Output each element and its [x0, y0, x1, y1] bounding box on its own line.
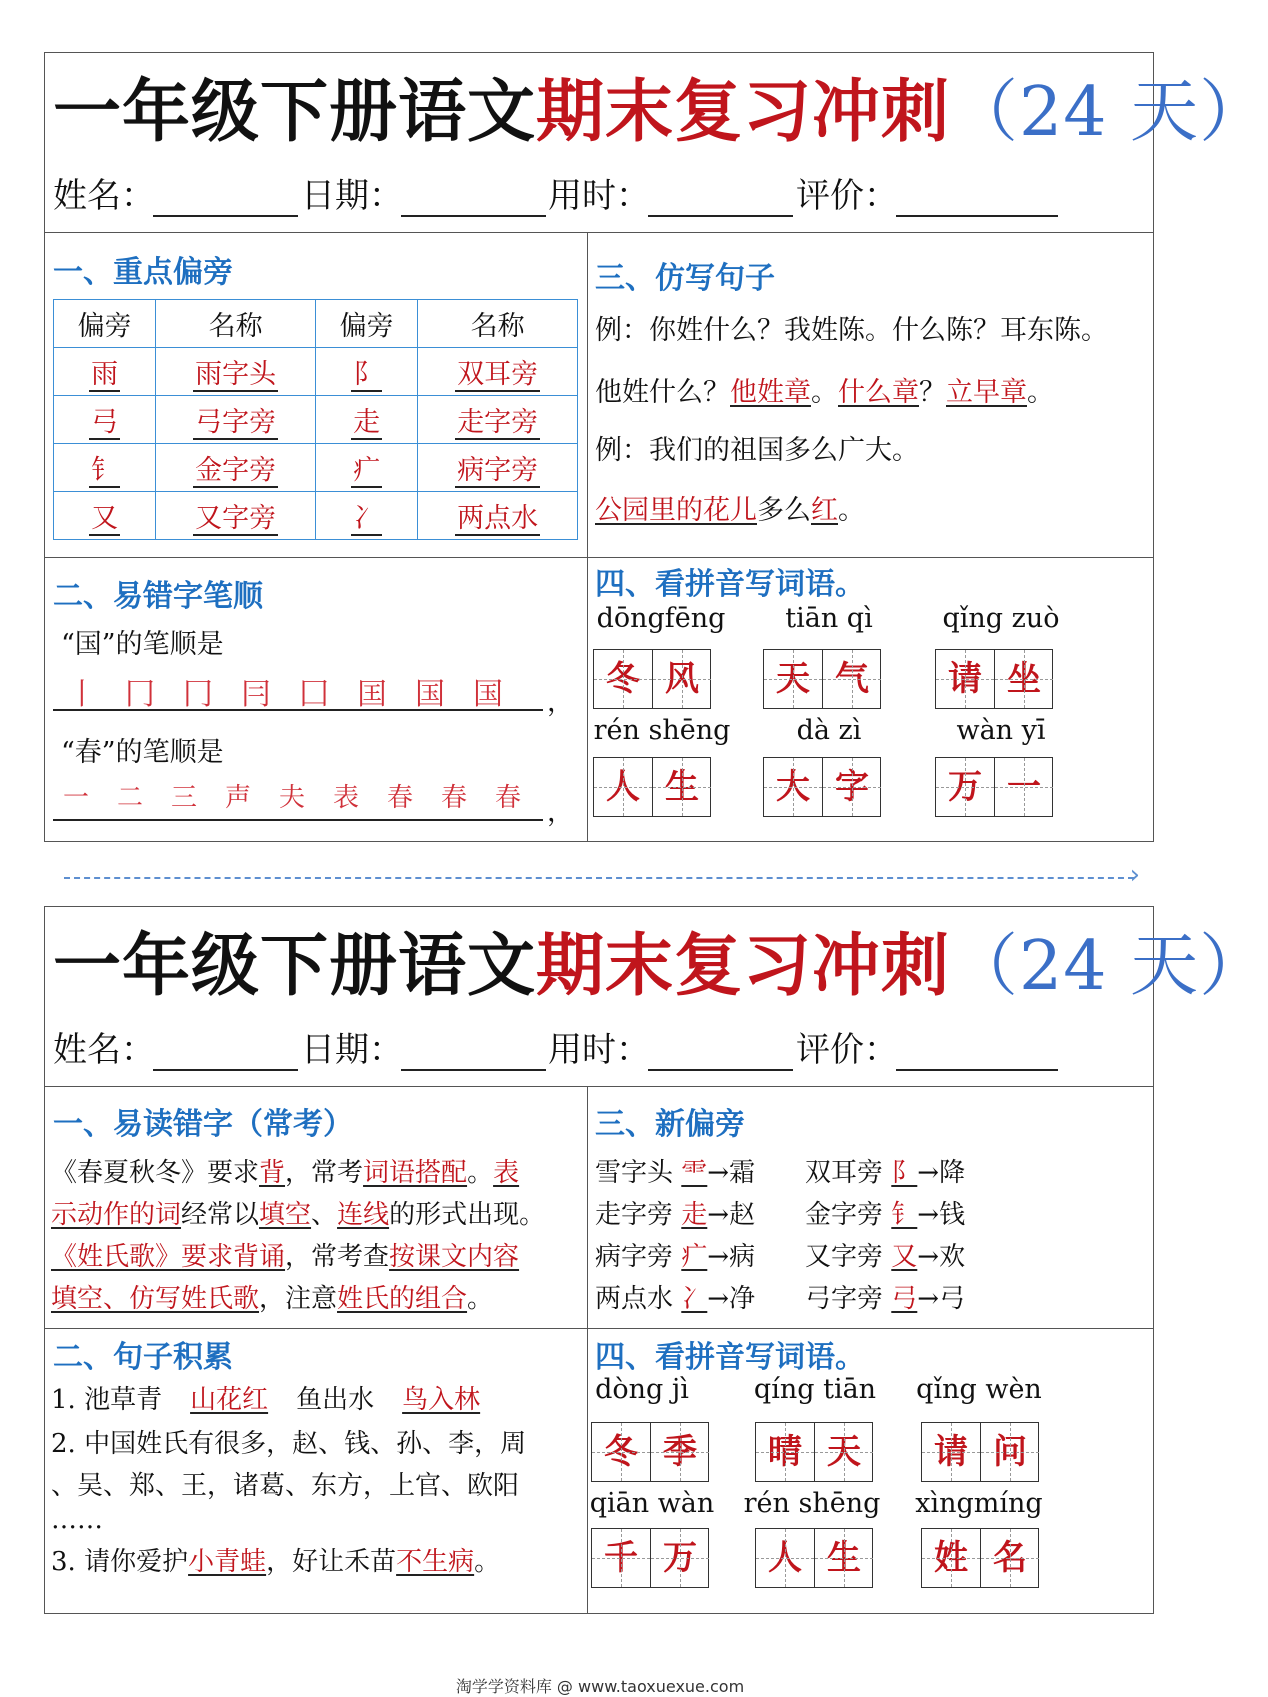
stroke-sequence-guo [53, 669, 517, 713]
para-text: 的形式出现。 [389, 1200, 546, 1230]
stroke-step: 冃 [241, 677, 271, 712]
radical-entry: 走字旁 走→赵 [595, 1200, 756, 1230]
table-row [54, 348, 578, 396]
stroke-step: 国 [415, 677, 445, 712]
sentence-text: 他姓什么？ [595, 377, 730, 408]
acc-highlight: 鸟入林 [402, 1385, 481, 1415]
word-char: 请 [936, 650, 994, 708]
radical-cell: 又 [91, 503, 119, 534]
stroke-answer-line [53, 709, 543, 711]
time-label: 用时： [548, 176, 650, 216]
footer-watermark: 淘学学资料库 @ www.taoxuexue.com [455, 1677, 745, 1696]
eval-field[interactable] [896, 1069, 1058, 1071]
pinyin-label: qíng tiān [753, 1374, 877, 1405]
para-highlight: 表 [493, 1158, 520, 1188]
radical-cell: 冫 [353, 503, 381, 534]
eval-field[interactable] [896, 215, 1058, 217]
word-grid [593, 649, 711, 709]
answer-fill: 红 [811, 495, 838, 526]
acc-highlight: 不生病 [396, 1547, 475, 1577]
word-char: 请 [922, 1423, 980, 1481]
word-grid [591, 1528, 709, 1588]
word-char: 风 [652, 650, 711, 708]
pinyin-label: qiān wàn [589, 1488, 715, 1519]
para-text: 、 [311, 1200, 338, 1230]
pinyin-label: qǐng zuò [942, 603, 1060, 634]
acc-text: 。 [474, 1547, 501, 1577]
word-char: 晴 [756, 1423, 814, 1481]
radical-name-cell: 金字旁 [195, 455, 277, 486]
paragraph-line [51, 1195, 545, 1235]
name-label: 姓名： [53, 176, 155, 216]
para-highlight: 填空、仿写姓氏歌 [51, 1284, 260, 1314]
stroke-step: 春 [386, 783, 413, 813]
word-char: 生 [814, 1529, 873, 1587]
para-text: 经常以 [181, 1200, 260, 1230]
table-row [54, 492, 578, 540]
info-line [53, 1025, 1143, 1077]
stroke-step: 冂 [183, 677, 213, 712]
stroke-label-guo: “国”的笔顺是 [61, 629, 224, 660]
para-highlight: 《姓氏歌》 [51, 1242, 182, 1272]
para-highlight: 示动作的词 [51, 1200, 182, 1230]
radical-name-cell: 病字旁 [457, 455, 539, 486]
word-char: 一 [994, 758, 1053, 816]
title-black: 一年级下册语文 [53, 926, 537, 1006]
title-blue: （24 天） [950, 73, 1268, 152]
word-grid [935, 649, 1053, 709]
section-new-radicals [587, 1087, 1153, 1328]
accumulation-ellipsis: …… [51, 1505, 103, 1535]
para-highlight: 背 [259, 1158, 286, 1188]
paragraph-line [51, 1153, 519, 1193]
stroke-step: 声 [224, 783, 251, 813]
section-title: 一、重点偏旁 [53, 255, 233, 290]
word-char: 季 [650, 1423, 709, 1481]
radical-name-cell: 双耳旁 [457, 359, 539, 390]
word-char: 千 [592, 1529, 650, 1587]
radical-entry: 金字旁 钅→钱 [805, 1200, 966, 1230]
info-line [53, 171, 1143, 223]
radical-entry: 病字旁 疒→病 [595, 1242, 756, 1272]
table-header-row [54, 300, 578, 348]
sentence-text: 。 [838, 495, 865, 526]
name-field[interactable] [153, 215, 298, 217]
comma: ， [547, 687, 574, 718]
page-title [53, 921, 1268, 1012]
name-field[interactable] [153, 1069, 298, 1071]
eval-label: 评价： [796, 176, 898, 216]
date-field[interactable] [401, 1069, 546, 1071]
stroke-step: 囗 [299, 677, 329, 712]
pinyin-label: dòng jì [595, 1374, 689, 1405]
pinyin-label: xìngmíng [915, 1488, 1043, 1519]
comma: ， [547, 797, 574, 828]
stroke-step: 冂 [125, 677, 155, 712]
paragraph-line [51, 1279, 493, 1319]
word-char: 坐 [994, 650, 1053, 708]
radical-entry: 弓字旁 弓→弓 [805, 1284, 966, 1314]
pinyin-label: rén shēng [743, 1488, 881, 1519]
para-highlight: 要求背诵 [181, 1242, 286, 1272]
acc-text: 1. 池草青 [51, 1385, 163, 1415]
radical-name-cell: 走字旁 [457, 407, 539, 438]
para-text: 《春夏秋冬》要求 [51, 1158, 260, 1188]
word-grid [763, 649, 881, 709]
table-header: 名称 [156, 300, 316, 348]
section-misread-chars [45, 1087, 587, 1328]
sentence-text: ？ [919, 377, 946, 408]
accumulation-line-2: 2. 中国姓氏有很多，赵、钱、孙、李，周 [51, 1429, 527, 1459]
word-char: 万 [936, 758, 994, 816]
radical-entry: 雪字头 ⻗→霜 [595, 1158, 756, 1188]
pinyin-label: dà zì [796, 715, 862, 746]
page-title [53, 67, 1268, 158]
word-grid [935, 757, 1053, 817]
section-title: 三、新偏旁 [595, 1107, 745, 1142]
word-char: 气 [822, 650, 881, 708]
sentence-text: 。 [1027, 377, 1054, 408]
stroke-step: 春 [494, 783, 521, 813]
eval-label: 评价： [796, 1030, 898, 1070]
stroke-step: 三 [170, 783, 197, 813]
time-field[interactable] [648, 1069, 793, 1071]
word-char: 字 [822, 758, 881, 816]
word-char: 大 [764, 758, 822, 816]
acc-highlight: 小青蛙 [188, 1547, 267, 1577]
title-red: 期末复习冲刺 [536, 72, 951, 152]
section-title: 一、易读错字（常考） [53, 1107, 353, 1142]
stroke-step: 丨 [67, 677, 97, 712]
section-title: 二、句子积累 [53, 1340, 233, 1375]
stroke-sequence-chun [49, 777, 535, 814]
table-row [54, 444, 578, 492]
title-red: 期末复习冲刺 [536, 926, 951, 1006]
worksheet-1 [44, 52, 1268, 842]
section-title: 四、看拼音写词语。 [595, 567, 865, 602]
time-field[interactable] [648, 215, 793, 217]
pinyin-label: tiān qì [785, 603, 873, 634]
para-text: ，常考查 [285, 1242, 390, 1272]
para-highlight: 按课文内容 [389, 1242, 520, 1272]
para-text: ，注意 [259, 1284, 338, 1314]
word-char: 冬 [594, 650, 652, 708]
acc-text: 鱼出水 [296, 1385, 375, 1415]
word-grid [921, 1528, 1039, 1588]
word-char: 人 [594, 758, 652, 816]
answer-fill: 公园里的花儿 [595, 495, 757, 526]
para-text: ，常考 [285, 1158, 364, 1188]
section-pinyin-words [587, 557, 1153, 843]
example-sentence-1: 例：你姓什么？我姓陈。什么陈？耳东陈。 [595, 315, 1108, 346]
header [45, 907, 1268, 1087]
header [45, 53, 1268, 233]
table-header: 偏旁 [315, 300, 417, 348]
name-label: 姓名： [53, 1030, 155, 1070]
stroke-step: 表 [332, 783, 359, 813]
word-char: 名 [980, 1529, 1039, 1587]
section-title: 四、看拼音写词语。 [595, 1340, 865, 1375]
time-label: 用时： [548, 1030, 650, 1070]
pinyin-label: rén shēng [593, 715, 731, 746]
paragraph-line [51, 1237, 519, 1277]
section-imitate-sentences [587, 233, 1153, 557]
stroke-step: 国 [473, 677, 503, 712]
date-label: 日期： [301, 1030, 403, 1070]
word-char: 天 [814, 1423, 873, 1481]
section-title: 二、易错字笔顺 [53, 579, 263, 614]
radical-name-cell: 又字旁 [195, 503, 277, 534]
word-char: 生 [652, 758, 711, 816]
table-header: 偏旁 [54, 300, 156, 348]
word-char: 问 [980, 1423, 1039, 1481]
word-grid [755, 1528, 873, 1588]
accumulation-line-3 [51, 1542, 500, 1582]
radical-entry: 两点水 冫→净 [595, 1284, 756, 1314]
radical-cell: 走 [353, 407, 381, 438]
radical-name-cell: 两点水 [457, 503, 539, 534]
word-char: 姓 [922, 1529, 980, 1587]
acc-highlight: 山花红 [190, 1385, 269, 1415]
radical-entry: 双耳旁 阝→降 [805, 1158, 966, 1188]
section-pinyin-words [587, 1328, 1153, 1615]
para-text: 。 [467, 1284, 494, 1314]
radicals-table [53, 299, 578, 540]
word-grid [591, 1422, 709, 1482]
stroke-step: 囯 [357, 677, 387, 712]
pinyin-label: dōngfēng [596, 603, 726, 634]
sentence-text: 。 [811, 377, 838, 408]
table-header: 名称 [418, 300, 578, 348]
section-key-radicals [45, 233, 587, 557]
stroke-step: 二 [116, 783, 143, 813]
stroke-step: 春 [440, 783, 467, 813]
acc-text: 3. 请你爱护 [51, 1547, 189, 1577]
answer-fill: 他姓章 [730, 377, 811, 408]
answer-sentence-2 [595, 491, 865, 531]
section-title: 三、仿写句子 [595, 261, 775, 296]
word-grid [921, 1422, 1039, 1482]
stroke-step: 夫 [278, 783, 305, 813]
date-label: 日期： [301, 176, 403, 216]
para-text: 。 [467, 1158, 494, 1188]
word-grid [593, 757, 711, 817]
para-highlight: 词语搭配 [363, 1158, 468, 1188]
stroke-label-chun: “春”的笔顺是 [61, 737, 224, 768]
word-char: 人 [756, 1529, 814, 1587]
radical-cell: 疒 [353, 455, 381, 486]
stroke-answer-line [53, 819, 543, 821]
answer-fill: 什么章 [838, 377, 919, 408]
para-highlight: 姓氏的组合 [337, 1284, 468, 1314]
word-char: 万 [650, 1529, 709, 1587]
accumulation-line-2b: 、吴、郑、王，诸葛、东方，上官、欧阳 [51, 1471, 520, 1501]
radical-cell: 雨 [91, 359, 119, 390]
radical-cell: 阝 [353, 359, 381, 390]
radical-name-cell: 弓字旁 [195, 407, 277, 438]
section-stroke-order [45, 557, 587, 843]
acc-text: ，好让禾苗 [266, 1547, 397, 1577]
dashed-arrow-divider [64, 877, 1134, 879]
title-black: 一年级下册语文 [53, 72, 537, 152]
date-field[interactable] [401, 215, 546, 217]
pinyin-label: wàn yī [956, 715, 1046, 746]
word-grid [763, 757, 881, 817]
stroke-step: 一 [62, 783, 89, 813]
title-blue: （24 天） [950, 927, 1268, 1006]
radical-name-cell: 雨字头 [195, 359, 277, 390]
radical-cell: 弓 [91, 407, 119, 438]
para-highlight: 连线 [337, 1200, 390, 1230]
worksheet-2 [44, 906, 1268, 1614]
answer-fill: 立早章 [946, 377, 1027, 408]
word-grid [755, 1422, 873, 1482]
para-highlight: 填空 [259, 1200, 312, 1230]
radical-cell: 钅 [91, 455, 119, 486]
sentence-text: 多么 [757, 495, 811, 526]
word-char: 冬 [592, 1423, 650, 1481]
pinyin-label: qǐng wèn [916, 1374, 1042, 1405]
answer-sentence-1 [595, 373, 1054, 413]
section-sentence-accumulation [45, 1328, 587, 1615]
table-row [54, 396, 578, 444]
accumulation-line-1 [51, 1380, 480, 1420]
example-sentence-2: 例：我们的祖国多么广大。 [595, 435, 919, 466]
radical-entry: 又字旁 又→欢 [805, 1242, 966, 1272]
word-char: 天 [764, 650, 822, 708]
